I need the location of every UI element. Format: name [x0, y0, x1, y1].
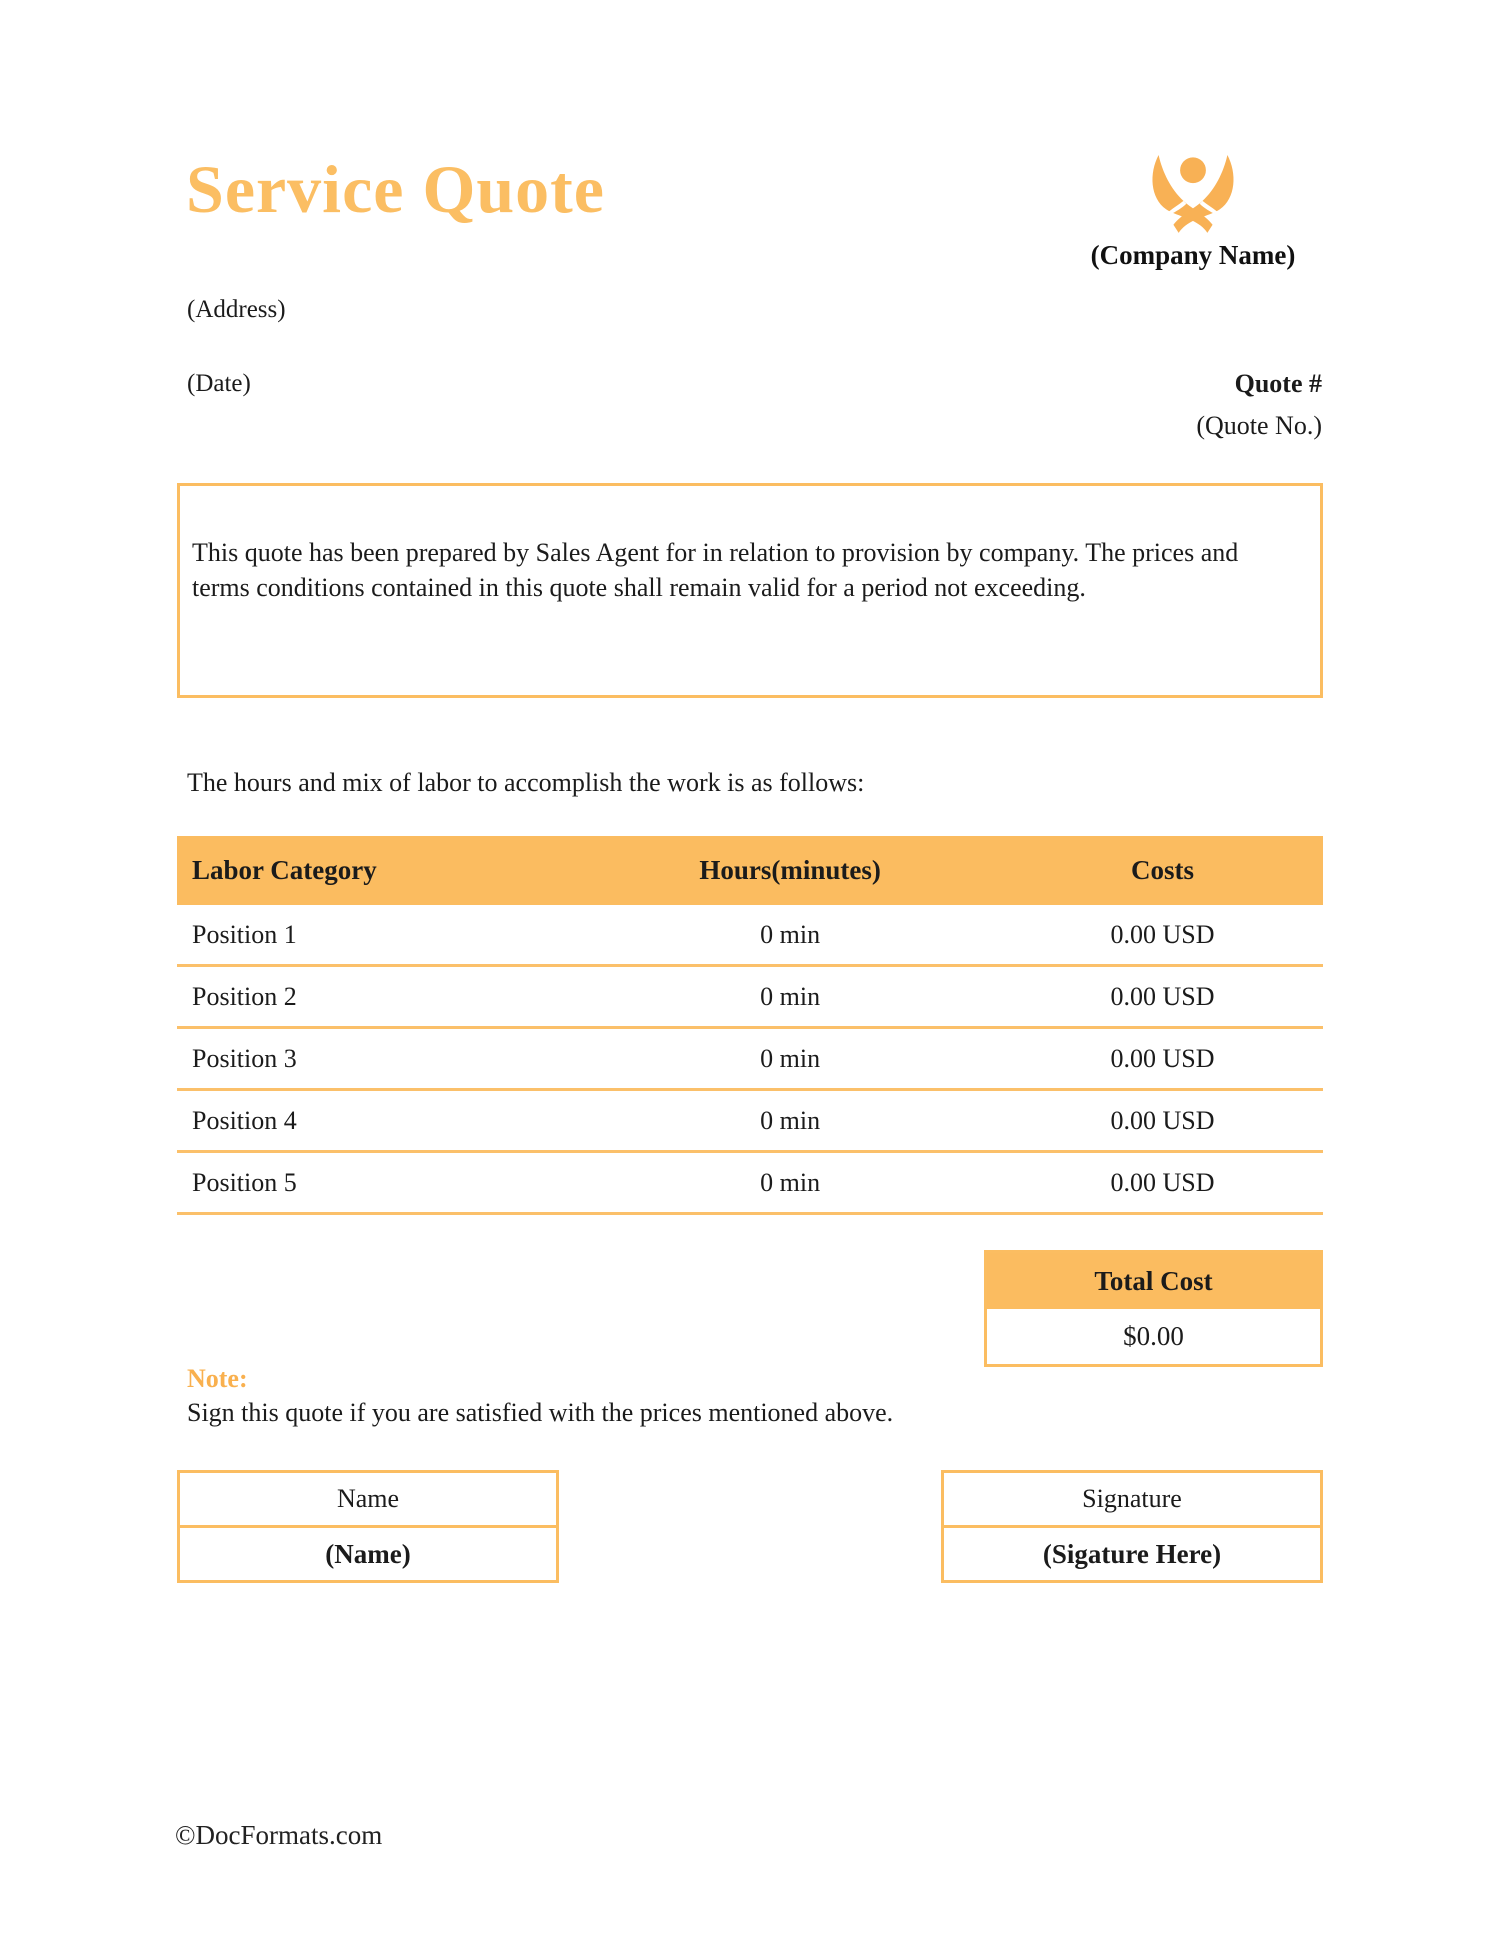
signature-label: Signature — [944, 1473, 1320, 1528]
note-text: Sign this quote if you are satisfied with the prices mentioned above. — [187, 1398, 894, 1427]
cost-cell: 0.00 USD — [1110, 1043, 1215, 1073]
note-label: Note: — [187, 1364, 248, 1393]
cost-cell: 0.00 USD — [1110, 1167, 1215, 1197]
cost-cell: 0.00 USD — [1110, 981, 1215, 1011]
brand-block — [1040, 154, 1346, 271]
labor-category-cell: Position 4 — [192, 1105, 297, 1135]
labor-lead-text: The hours and mix of labor to accomplish the work is as follows: — [187, 768, 865, 797]
cost-cell: 0.00 USD — [1110, 1105, 1215, 1135]
labor-category-cell: Position 3 — [192, 1043, 297, 1073]
labor-category-cell: Position 5 — [192, 1167, 297, 1197]
hours-cell: 0 min — [760, 1105, 821, 1135]
table-row — [177, 1091, 1323, 1153]
quote-number-placeholder: (Quote No.) — [1196, 411, 1322, 440]
labor-category-cell: Position 2 — [192, 981, 297, 1011]
hours-cell: 0 min — [760, 1167, 821, 1197]
hours-cell: 0 min — [760, 981, 821, 1011]
column-header-costs: Costs — [1131, 855, 1195, 885]
total-cost-label: Total Cost — [987, 1253, 1320, 1309]
hours-cell: 0 min — [760, 1043, 821, 1073]
total-cost-box — [984, 1250, 1323, 1367]
labor-table — [177, 836, 1323, 1215]
page-title: Service Quote — [186, 151, 605, 227]
name-placeholder: (Name) — [325, 1539, 411, 1569]
labor-table-header — [177, 836, 1323, 905]
signature-box — [941, 1470, 1323, 1583]
date-placeholder: (Date) — [187, 370, 251, 397]
quote-number-label: Quote # — [1234, 369, 1322, 398]
name-box — [177, 1470, 559, 1583]
quote-intro-box — [177, 483, 1323, 698]
name-label: Name — [180, 1473, 556, 1528]
labor-category-cell: Position 1 — [192, 919, 297, 949]
address-placeholder: (Address) — [187, 296, 286, 323]
person-wings-icon — [1145, 154, 1241, 240]
footer-credit: ©DocFormats.com — [175, 1820, 383, 1850]
quote-intro-text: This quote has been prepared by Sales Agent for in relation to provision by company. The prices and terms conditions contained in this quote shall remain valid for a period not exceeding. — [192, 538, 1239, 602]
company-name: (Company Name) — [1090, 240, 1296, 270]
signature-placeholder: (Sigature Here) — [1042, 1539, 1222, 1569]
table-row — [177, 967, 1323, 1029]
table-row — [177, 1029, 1323, 1091]
hours-cell: 0 min — [760, 919, 821, 949]
column-header-hours: Hours(minutes) — [699, 855, 881, 885]
cost-cell: 0.00 USD — [1110, 919, 1215, 949]
table-row — [177, 1153, 1323, 1215]
table-row — [177, 905, 1323, 967]
total-cost-value: $0.00 — [987, 1309, 1320, 1364]
column-header-labor-category: Labor Category — [192, 855, 377, 885]
